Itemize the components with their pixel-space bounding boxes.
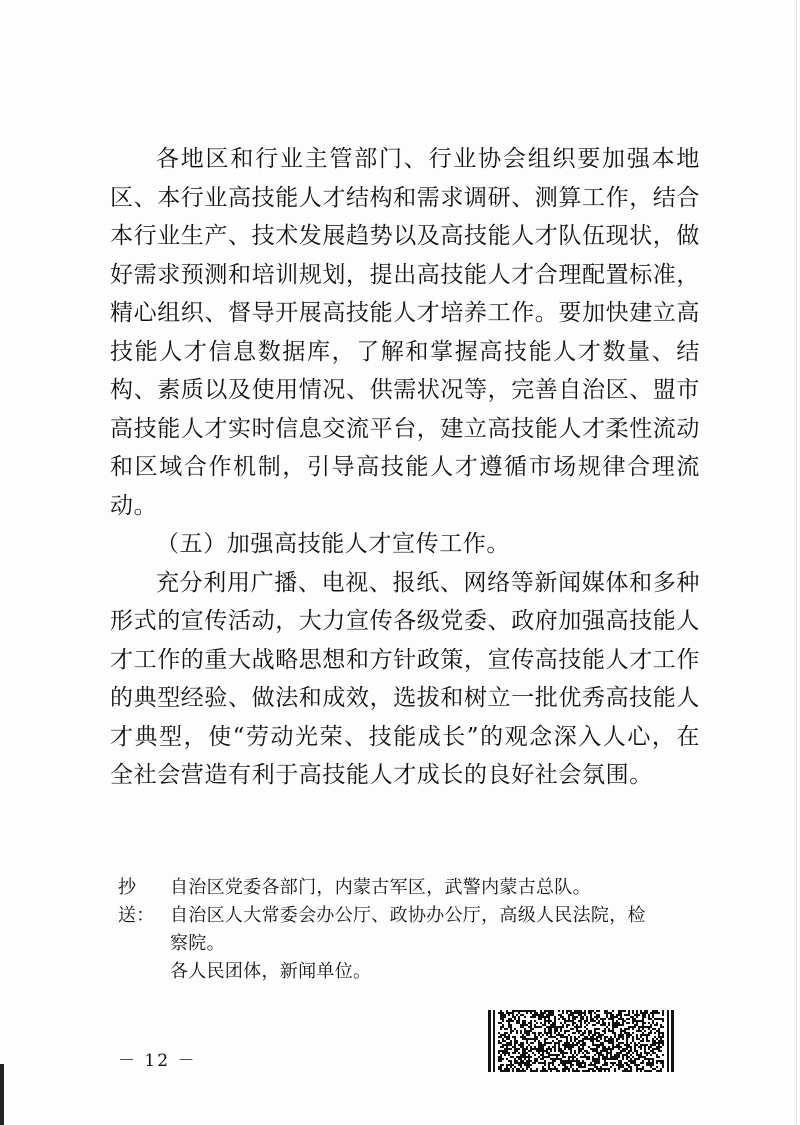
cc-recipient-line-1: 自治区党委各部门，内蒙古军区，武警内蒙古总队。 xyxy=(170,877,591,898)
cc-row xyxy=(118,874,698,986)
cc-recipients xyxy=(170,874,698,986)
section-heading: （五）加强高技能人才宣传工作。 xyxy=(156,531,510,557)
scan-edge-mark xyxy=(0,1064,4,1125)
cc-distribution-list xyxy=(118,874,698,986)
cc-recipient-line-4: 各人民团体，新闻单位。 xyxy=(170,961,372,982)
cc-label: 抄送： xyxy=(118,877,155,926)
cc-recipient-line-3: 察院。 xyxy=(170,933,225,954)
cc-recipient-line-2: 自治区人大常委会办公厅、政协办公厅，高级人民法院，检 xyxy=(170,905,646,926)
body-paragraph-1: 各地区和行业主管部门、行业协会组织要加强本地区、本行业高技能人才结构和需求调研、测算工作，结合本行业生产、技术发展趋势以及高技能人才队伍现状，做好需求预测和培训规划，提出高技能人才合理配置标准，精心组织、督导开展高技能人才培养工作。要加快建立高技能人才信息数据库，了解和掌握高技能人才数量、结构、素质以及使用情况、供需状况等，完善自治区、盟市高技能人才实时信息交流平台，建立高技能人才柔性流动和区域合作机制，引导高技能人才遵循市场规律合理流动。 xyxy=(110,146,700,519)
scan-edge-line xyxy=(796,0,797,1125)
document-body xyxy=(110,140,700,795)
body-paragraph-2: 充分利用广播、电视、报纸、网络等新闻媒体和多种形式的宣传活动，大力宣传各级党委、政府加强高技能人才工作的重大战略思想和方针政策，宣传高技能人才工作的典型经验、做法和成效，选拔和树立一批优秀高技能人才典型，使“劳动光荣、技能成长”的观念深入人心，在全社会营造有利于高技能人才成长的良好社会氛围。 xyxy=(110,569,700,788)
2d-barcode-icon xyxy=(488,1010,674,1072)
page-number: － 12 － xyxy=(118,1051,197,1071)
